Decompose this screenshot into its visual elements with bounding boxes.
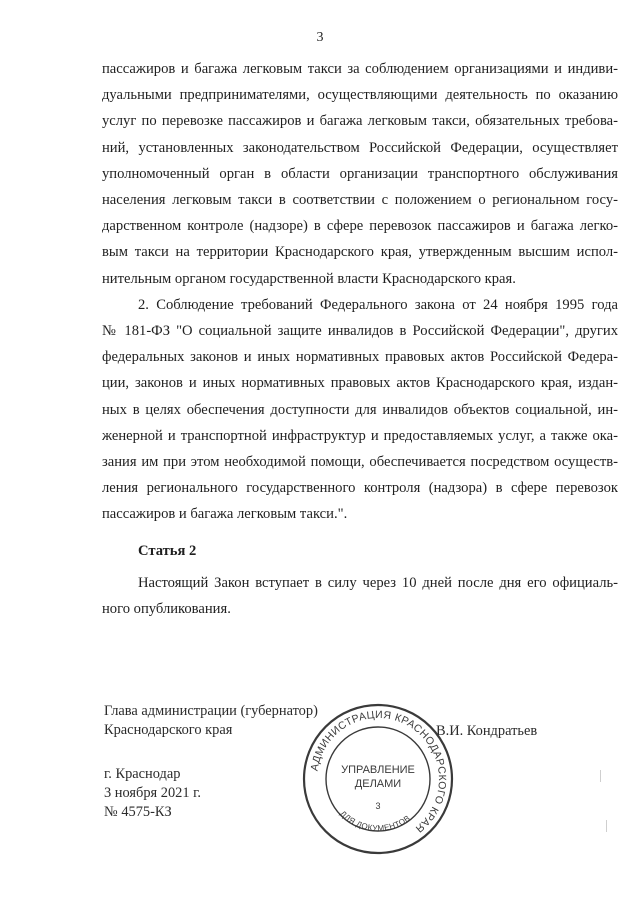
position-line: Глава администрации (губернатор)	[104, 703, 318, 719]
paragraph-2	[102, 292, 618, 528]
text-line: федеральных законов и иных нормативных правовых актов Российской Федера-	[102, 349, 618, 366]
article-2-heading: Статья 2	[138, 543, 197, 559]
text-line: 2. Соблюдение требований Федерального закона от 24 ноября 1995 года	[138, 296, 618, 313]
page-number: 3	[316, 30, 324, 45]
text-line: зания им при этом необходимой помощи, обеспечивается посредством осуществ-	[102, 454, 618, 471]
text-line: услуг по перевозке пассажиров и багажа легковым такси, обязательных требова-	[102, 113, 618, 130]
law-number: № 4575-КЗ	[104, 804, 172, 820]
text-line: № 181-ФЗ "О социальной защите инвалидов в Российской Федерации", других	[102, 323, 618, 340]
article-1-body	[102, 56, 618, 528]
text-line: пассажиров и багажа легковым такси за соблюдением организациями и индиви-	[102, 61, 618, 77]
city: г. Краснодар	[104, 766, 181, 782]
text-line: уполномоченный орган в области организации транспортного обслуживания	[102, 165, 618, 182]
signatory-position	[104, 702, 318, 740]
position-line: Краснодарского края	[104, 722, 233, 738]
text-line: нительным органом государственной власти Краснодарского края.	[102, 270, 516, 287]
text-line: ний, установленных законодательством Российской Федерации, осуществляет	[102, 139, 618, 156]
text-line: ного опубликования.	[102, 601, 231, 618]
date: 3 ноября 2021 г.	[104, 785, 202, 801]
paragraph-1	[102, 56, 618, 292]
official-seal-icon	[300, 701, 456, 857]
text-line: населения легковым такси в соответствии с положением о региональном госу-	[102, 192, 618, 209]
article-2-body	[102, 570, 618, 622]
text-line: ции, законов и иных нормативных правовых актов Краснодарского края, издан-	[102, 375, 618, 392]
seal-center-line: ДЕЛАМИ	[354, 778, 402, 790]
scan-mark	[600, 770, 601, 782]
seal-ring-text: АДМИНИСТРАЦИЯ КРАСНОДАРСКОГО КРАЯ	[308, 708, 449, 835]
text-line: Настоящий Закон вступает в силу через 10 дней после дня его официаль-	[138, 575, 618, 591]
scan-mark	[606, 820, 607, 832]
text-line: дуальными предпринимателями, осуществляющими деятельность по оказанию	[102, 87, 618, 104]
text-line: дарственном контроле (надзоре) в сфере перевозок пассажиров и багажа легко-	[102, 218, 618, 235]
signatory-name: В.И. Кондратьев	[436, 723, 538, 739]
text-line: женерной и транспортной инфраструктур и предоставляемых услуг, а также ока-	[102, 427, 618, 444]
seal-number: 3	[375, 801, 381, 811]
text-line: пассажиров и багажа легковым такси.".	[102, 506, 348, 523]
seal-center-line: УПРАВЛЕНИЕ	[341, 764, 415, 776]
text-line: вым такси на территории Краснодарского края, утвержденным высшим испол-	[102, 244, 618, 261]
place-and-date	[104, 765, 201, 822]
svg-text:ДЛЯ ДОКУМЕНТОВ	[338, 809, 412, 833]
text-line: ления регионального государственного контроля (надзора) в сфере перевозок	[102, 480, 618, 497]
seal-bottom-text: ДЛЯ ДОКУМЕНТОВ	[338, 808, 412, 833]
text-line: ных в целях обеспечения доступности для инвалидов объектов социальной, ин-	[102, 401, 618, 418]
